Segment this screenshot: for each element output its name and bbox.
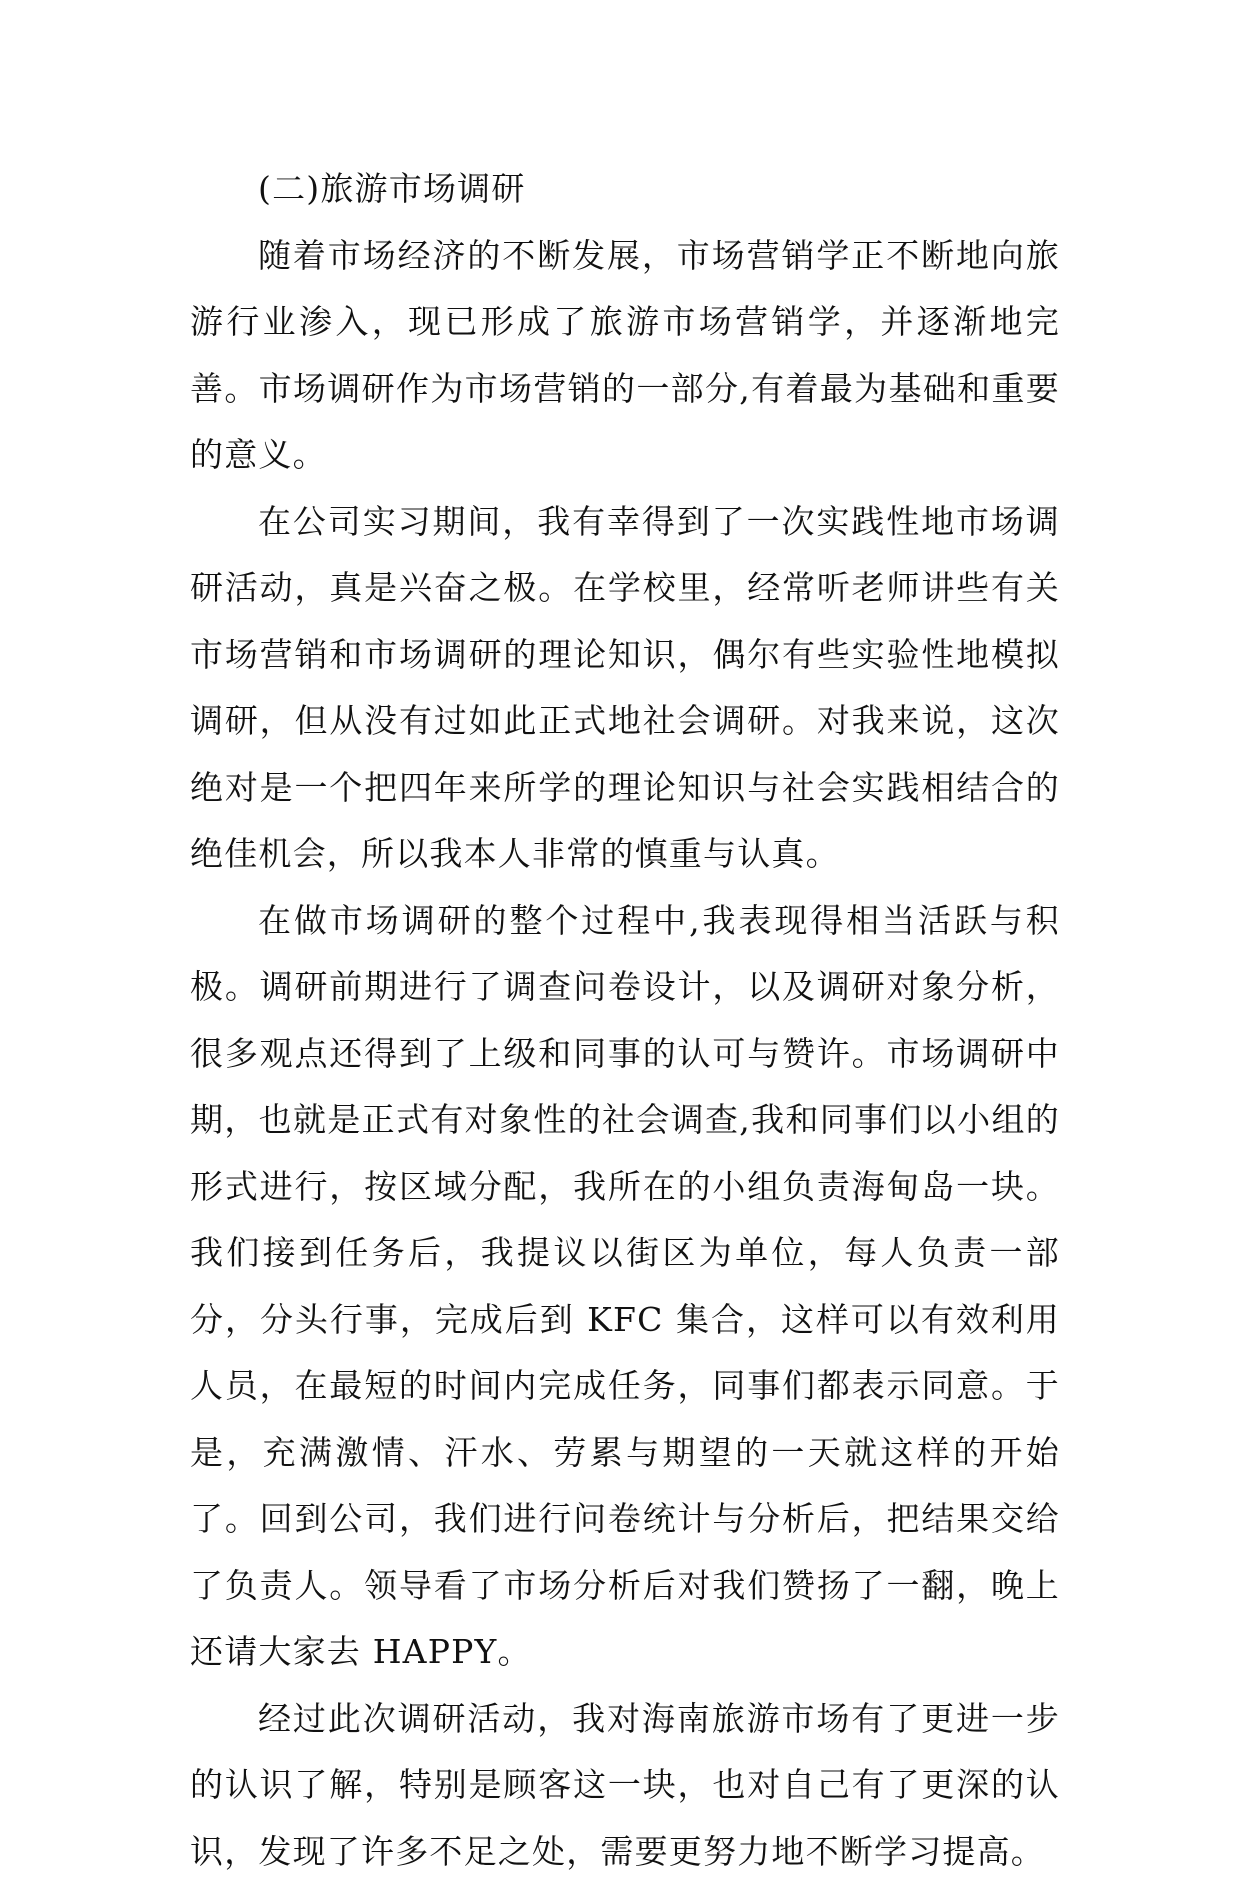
- paragraph-research-reflection: 经过此次调研活动，我对海南旅游市场有了更进一步的认识了解，特别是顾客这一块，也对自己有了更深的认识，发现了许多不足之处，需要更努力地不断学习提高。: [190, 1686, 1060, 1885]
- section-heading: (二)旅游市场调研: [190, 156, 1060, 223]
- document-body: [190, 156, 1060, 1885]
- paragraph-market-marketing: 随着市场经济的不断发展，市场营销学正不断地向旅游行业渗入，现已形成了旅游市场营销学，并逐渐地完善。市场调研作为市场营销的一部分,有着最为基础和重要的意义。: [190, 223, 1060, 489]
- paragraph-internship-opportunity: 在公司实习期间，我有幸得到了一次实践性地市场调研活动，真是兴奋之极。在学校里，经常听老师讲些有关市场营销和市场调研的理论知识，偶尔有些实验性地模拟调研，但从没有过如此正式地社会调研。对我来说，这次绝对是一个把四年来所学的理论知识与社会实践相结合的绝佳机会，所以我本人非常的慎重与认真。: [190, 489, 1060, 888]
- paragraph-research-process: 在做市场调研的整个过程中,我表现得相当活跃与积极。调研前期进行了调查问卷设计，以及调研对象分析，很多观点还得到了上级和同事的认可与赞许。市场调研中期，也就是正式有对象性的社会调查,我和同事们以小组的形式进行，按区域分配，我所在的小组负责海甸岛一块。我们接到任务后，我提议以街区为单位，每人负责一部分，分头行事，完成后到 KFC 集合，这样可以有效利用人员，在最短的时间内完成任务，同事们都表示同意。于是，充满激情、汗水、劳累与期望的一天就这样的开始了。回到公司，我们进行问卷统计与分析后，把结果交给了负责人。领导看了市场分析后对我们赞扬了一翻，晚上还请大家去 HAPPY。: [190, 888, 1060, 1686]
